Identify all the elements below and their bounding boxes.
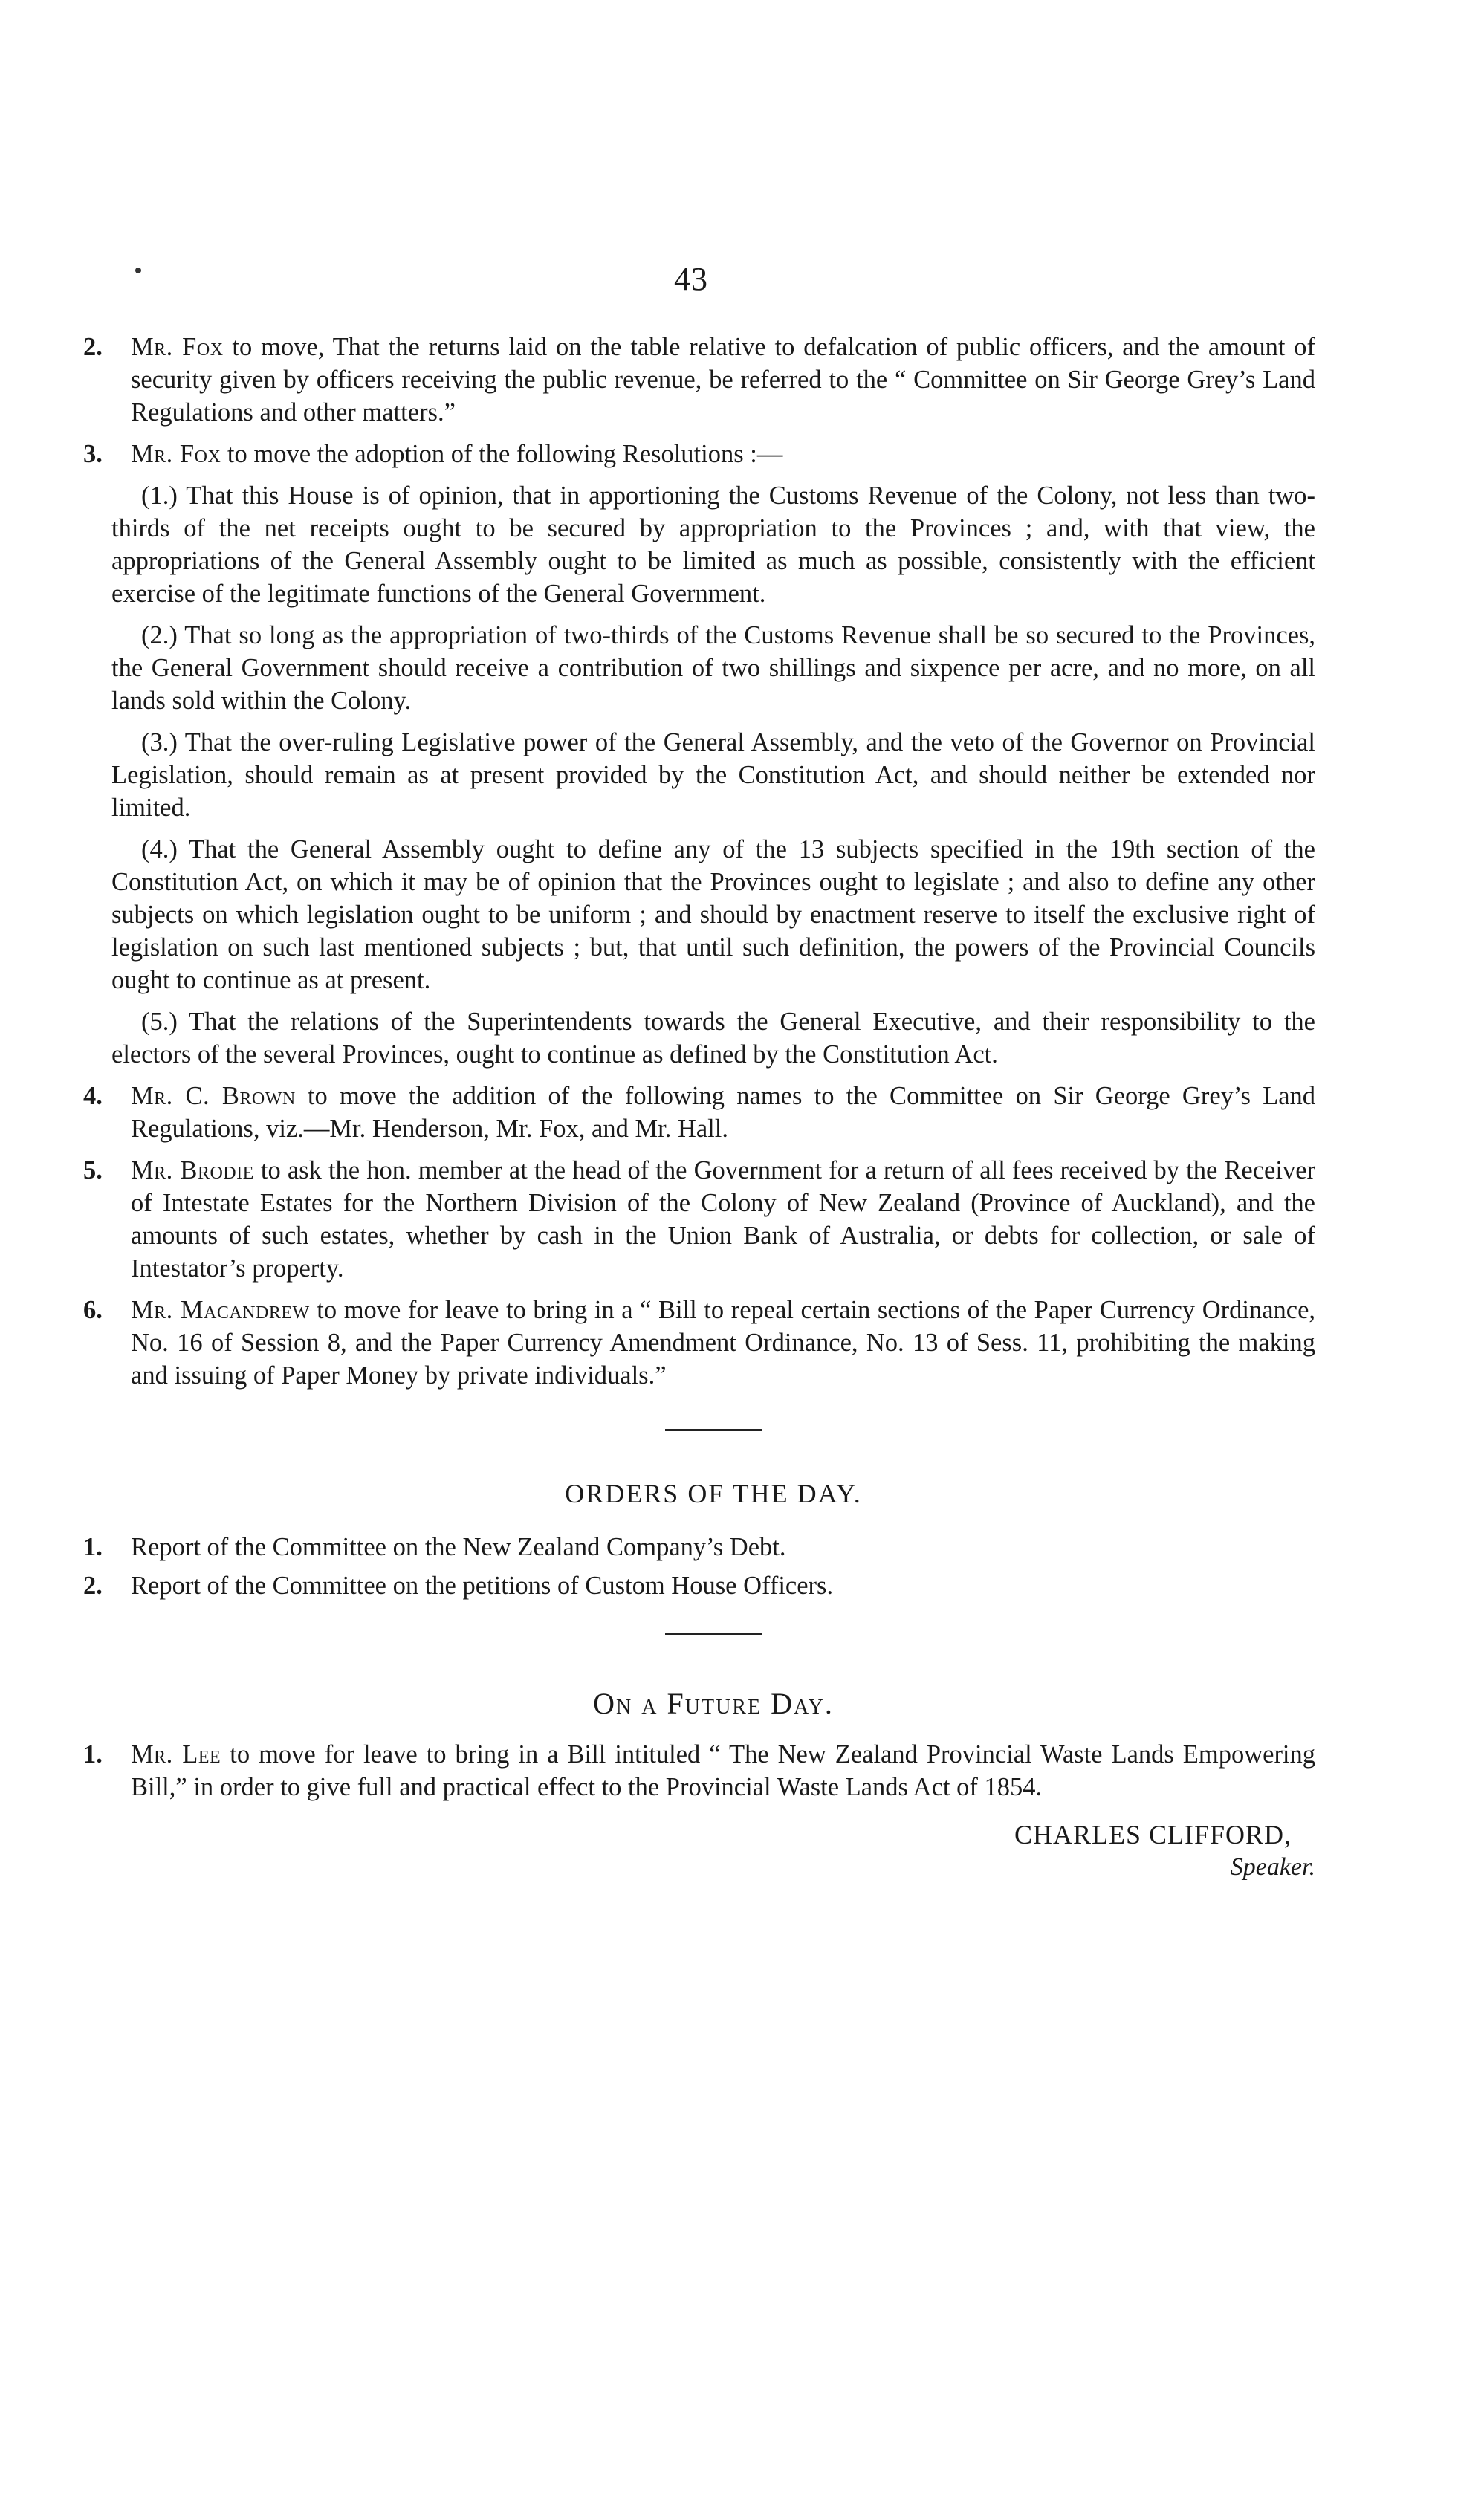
resolution-5: (5.) That the relations of the Superintendents towards the General Executive, and their responsibility to the electors of the several Provinces, ought to continue as defined by the Constitution Act. <box>111 1008 1315 1069</box>
order-paper-content <box>83 331 1316 1884</box>
future-mover: Mr. Lee <box>131 1740 221 1769</box>
notice-number: 4. <box>83 1082 103 1110</box>
section-divider <box>665 1429 762 1431</box>
notice-number: 3. <box>83 440 103 468</box>
signature-name: CHARLES CLIFFORD, <box>1014 1820 1292 1850</box>
notice-number: 2. <box>83 333 103 361</box>
future-number: 1. <box>83 1740 103 1769</box>
notice-text: to move, That the returns laid on the table relative to defalcation of public officers, and the amount of security given by officers receiving the public revenue, be referred to the “ Committee on Sir George Grey’s Land Regulations and other matters.” <box>131 333 1316 427</box>
resolution-3: (3.) That the over-ruling Legislative power of the General Assembly, and the veto of the Governor on Provincial Legislation, should remain as at present provided by the Constitution Act, and should neither be extended nor limited. <box>111 728 1315 822</box>
notice-number: 5. <box>83 1156 103 1184</box>
resolution-4: (4.) That the General Assembly ought to define any of the 13 subjects specified in the 19th section of the Constitution Act, on which it may be of opinion that the Provinces ought to legislate ; and also to define any other subjects on which legislation ought to be uniform ; and should by enactment reserve to itself the exclusive right of legislation on such last mentioned subjects ; but, that until such definition, the powers of the Provincial Councils ought to continue as at present. <box>111 835 1315 994</box>
notice-item-4 <box>83 1080 1316 1145</box>
notice-mover: Mr. Macandrew <box>131 1296 310 1324</box>
notice-number: 6. <box>83 1296 103 1324</box>
future-text: to move for leave to bring in a Bill intituled “ The New Zealand Provincial Waste Lands Empowering Bill,” in order to give full and practical effect to the Provincial Waste Lands Act of 1854. <box>131 1740 1316 1801</box>
notice-text: to move the adoption of the following Resolutions :— <box>227 440 783 468</box>
order-number: 2. <box>83 1572 103 1600</box>
notice-mover: Mr. Fox <box>131 440 221 468</box>
notice-text: to move for leave to bring in a “ Bill to repeal certain sections of the Paper Currency Ordinance, No. 16 of Session 8, and the Paper Currency Amendment Ordinance, No. 13 of Sess. 11, prohibiting the making and issuing of Paper Money by private individuals.” <box>131 1296 1316 1390</box>
resolution-2: (2.) That so long as the appropriation of two-thirds of the Customs Revenue shall be so secured to the Provinces, the General Government should receive a contribution of two shillings and sixpence per acre, and no more, on all lands sold within the Colony. <box>111 621 1315 715</box>
resolution-1: (1.) That this House is of opinion, that in apportioning the Customs Revenue of the Colony, not less than two-thirds of the net receipts ought to be secured by appropriation to the Provinces ; and, with that view, the appropriations of the General Assembly ought to be limited as much as possible, consistently with the efficient exercise of the legitimate functions of the General Government. <box>111 482 1315 608</box>
notice-item-2 <box>83 331 1316 429</box>
section-divider <box>665 1633 762 1635</box>
notice-mover: Mr. Fox <box>131 333 224 361</box>
signature-role: Speaker. <box>1230 1853 1315 1881</box>
notice-text: to move the addition of the following names to the Committee on Sir George Grey’s Land Regulations, viz.—Mr. Henderson, Mr. Fox, and Mr. Hall. <box>131 1082 1316 1143</box>
order-item-2 <box>83 1569 1315 1602</box>
order-item-1 <box>83 1531 1315 1563</box>
notice-mover: Mr. Brodie <box>131 1156 254 1184</box>
notice-mover: Mr. C. Brown <box>131 1082 296 1110</box>
notice-item-6 <box>83 1294 1316 1392</box>
order-text: Report of the Committee on the New Zealand Company’s Debt. <box>131 1533 786 1561</box>
order-text: Report of the Committee on the petitions of Custom House Officers. <box>131 1572 834 1600</box>
orders-of-the-day-title: ORDERS OF THE DAY. <box>565 1479 862 1508</box>
order-number: 1. <box>83 1533 103 1561</box>
notice-text: to ask the hon. member at the head of the Government for a return of all fees received by the Receiver of Intestate Estates for the Northern Division of the Colony of New Zealand (Province of Auckland), and the amounts of such estates, whether by cash in the Union Bank of Australia, or debts for collection, or sale of Intestator’s property. <box>131 1156 1315 1283</box>
future-item-1 <box>83 1738 1316 1803</box>
page-number: 43 <box>674 261 708 297</box>
future-day-title: On a Future Day. <box>593 1687 834 1720</box>
notice-item-5 <box>83 1154 1315 1285</box>
notice-item-3 <box>83 438 1315 470</box>
